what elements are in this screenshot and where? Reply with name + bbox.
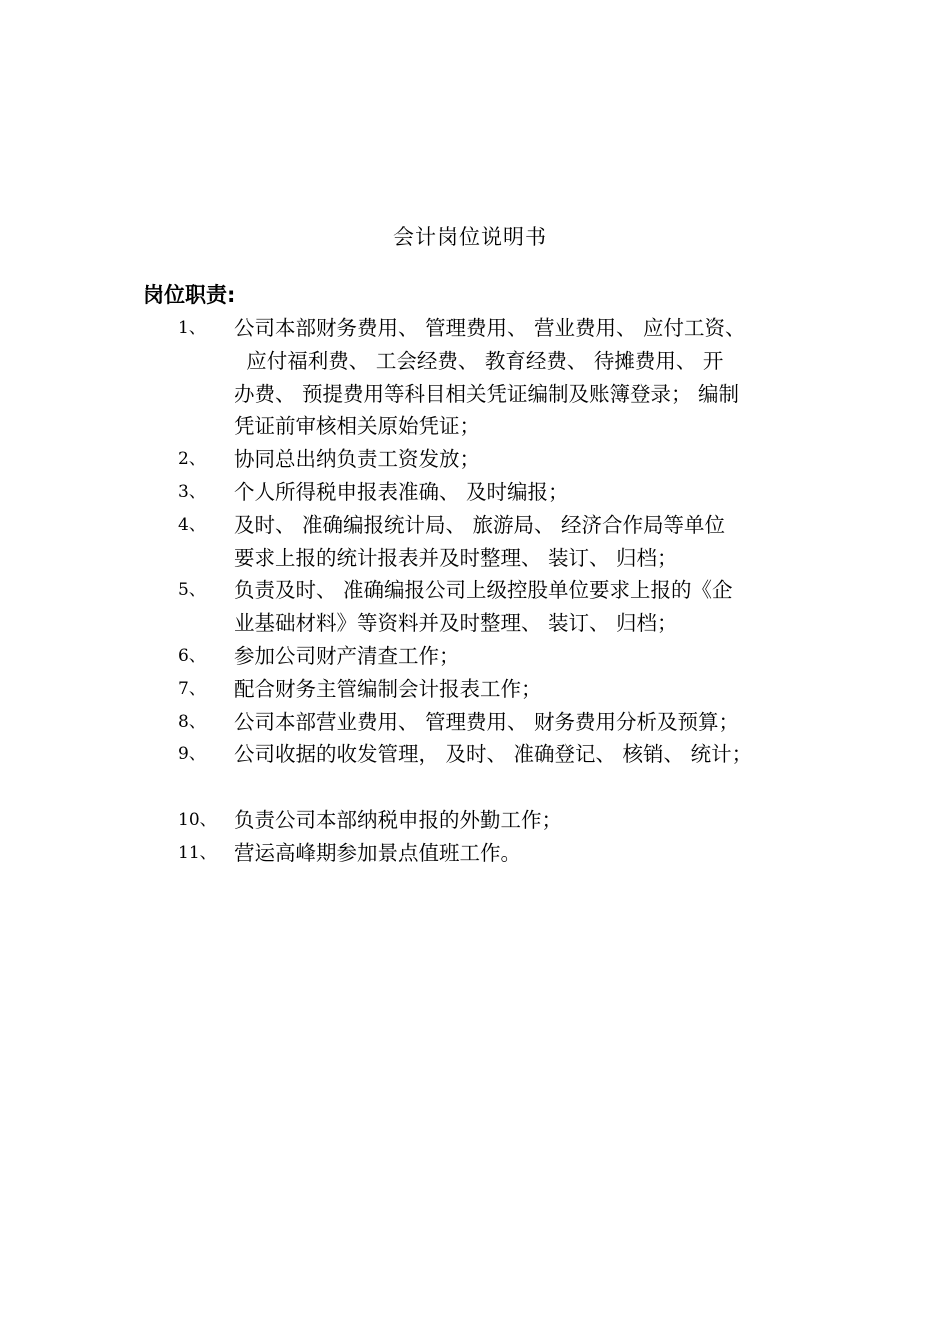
duty-text — [234, 804, 824, 837]
duty-line: 公司本部财务费用、 管理费用、 营业费用、 应付工资、 — [234, 316, 746, 340]
duty-text — [234, 640, 824, 673]
duty-number: 8、 — [178, 711, 206, 732]
blank-line — [0, 771, 950, 804]
duty-line: 公司本部营业费用、 管理费用、 财务费用分析及预算； — [234, 709, 740, 734]
duty-line: 负责公司本部纳税申报的外勤工作； — [234, 807, 562, 832]
duty-text — [234, 673, 824, 706]
duty-line: 营运高峰期参加景点值班工作。 — [234, 840, 521, 865]
duty-item-2 — [0, 443, 950, 476]
duty-text — [234, 574, 824, 640]
duty-line: 要求上报的统计报表并及时整理、 装订、 归档； — [234, 545, 678, 570]
duty-item-1 — [0, 312, 950, 443]
duty-text — [234, 509, 824, 575]
duty-text — [234, 837, 824, 870]
duty-item-10 — [0, 804, 950, 837]
duty-number: 9、 — [178, 744, 206, 765]
duty-number: 3、 — [178, 481, 206, 502]
duty-line: 办费、 预提费用等科目相关凭证编制及账簿登录； 编制 — [234, 381, 740, 406]
duty-text — [234, 476, 824, 509]
duty-line: 及时、 准确编报统计局、 旅游局、 经济合作局等单位 — [234, 512, 726, 537]
duty-line: 个人所得税申报表准确、 及时编报； — [234, 479, 569, 504]
duty-line: 应付福利费、 工会经费、 教育经费、 待摊费用、 开 — [246, 348, 724, 373]
duty-line: 配合财务主管编制会计报表工作； — [234, 676, 542, 701]
duty-number: 7、 — [178, 678, 206, 699]
duty-item-3 — [0, 476, 950, 509]
duty-line: 参加公司财产清查工作； — [234, 643, 460, 668]
duty-line: 凭证前审核相关原始凭证； — [234, 414, 480, 439]
duty-number: 1、 — [178, 318, 206, 338]
duty-item-4 — [0, 509, 950, 575]
duty-number: 10、 — [178, 809, 217, 830]
duty-item-9 — [0, 738, 950, 771]
duty-line: 协同总出纳负责工资发放； — [234, 447, 480, 472]
duty-text — [234, 312, 824, 443]
duty-line: 公司收据的收发管理， 及时、 准确登记、 核销、 统计； — [234, 742, 753, 767]
duty-line: 业基础材料》等资料并及时整理、 装订、 归档； — [234, 611, 678, 636]
duty-item-8 — [0, 706, 950, 739]
section-heading-duties: 岗位职责: — [143, 283, 236, 307]
duty-text — [234, 706, 824, 739]
duty-list — [0, 312, 950, 870]
duty-item-11 — [0, 837, 950, 870]
duty-line: 负责及时、 准确编报公司上级控股单位要求上报的《企 — [234, 578, 733, 603]
duty-text — [234, 738, 824, 771]
duty-number: 5、 — [178, 580, 206, 601]
duty-number: 4、 — [178, 514, 206, 535]
duty-item-7 — [0, 673, 950, 706]
duty-item-5 — [0, 574, 950, 640]
duty-number: 11、 — [178, 842, 217, 863]
document-title: 会计岗位说明书 — [393, 225, 547, 249]
duty-text — [234, 443, 824, 476]
duty-number: 6、 — [178, 645, 206, 666]
duty-number: 2、 — [178, 449, 206, 470]
duty-item-6 — [0, 640, 950, 673]
